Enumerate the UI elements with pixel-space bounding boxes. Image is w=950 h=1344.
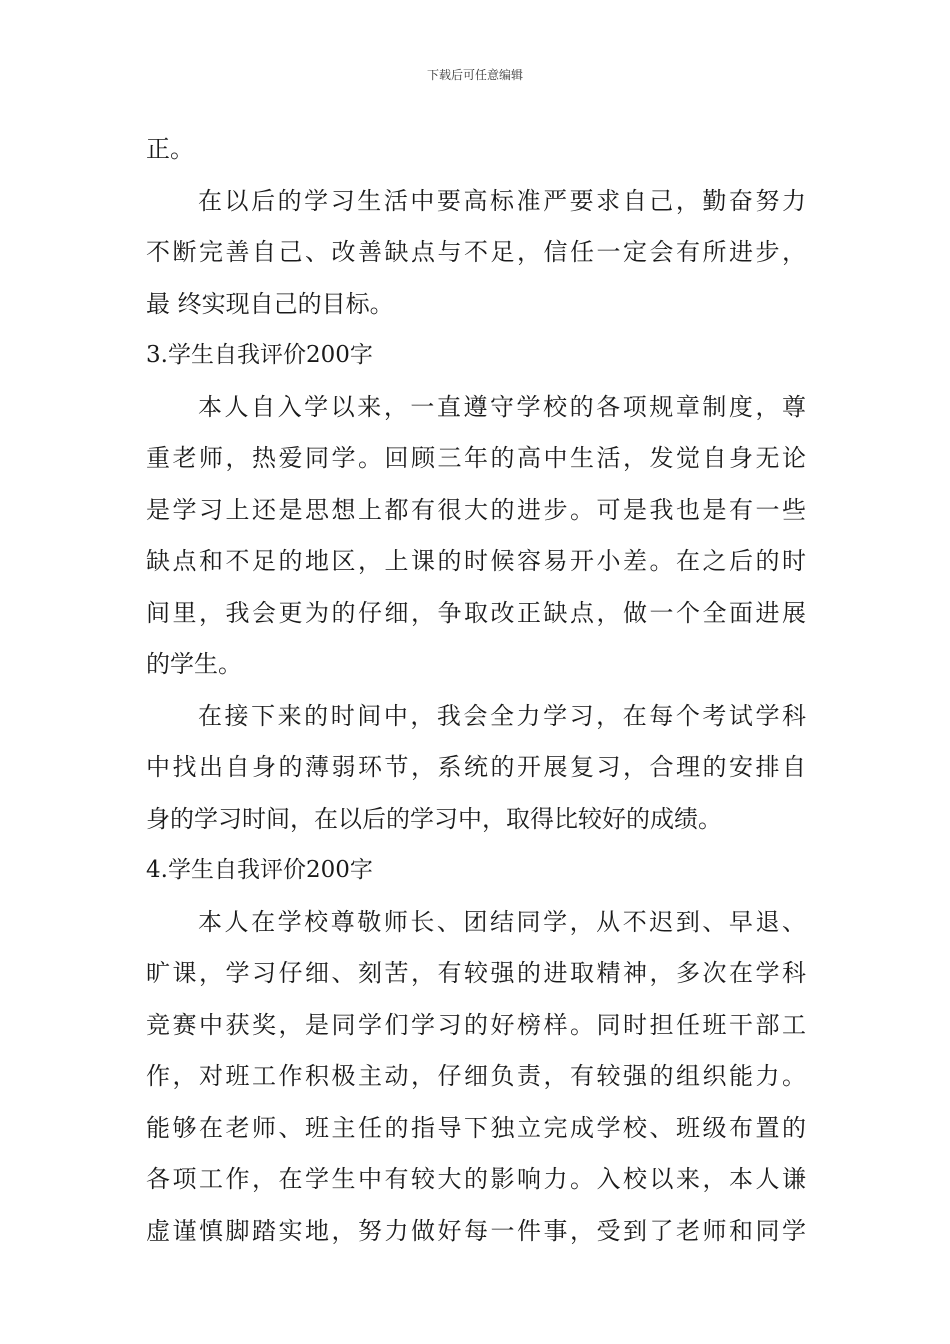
text-line: 最 终实现自己的目标。 [146,289,394,318]
text-line: 竞赛中获奖，是同学们学习的好榜样。同时担任班干部工 [146,1010,806,1039]
text-line: 在接下来的时间中，我会全力学习，在每个考试学科 [198,701,806,730]
paragraph [146,897,806,1258]
text-line: 中找出自身的薄弱环节，系统的开展复习，合理的安排自 [146,753,806,781]
page-header: 下载后可任意编辑 [426,68,523,82]
text-line: 本人自入学以来，一直遵守学校的各项规章制度，尊 [198,392,806,421]
paragraph [146,124,806,176]
section-heading: 4.学生自我评价200字 [146,857,373,883]
text-line: 作，对班工作积极主动，仔细负责，有较强的组织能力。 [146,1062,806,1090]
text-line: 重老师，热爱同学。回顾三年的高中生活，发觉自身无论 [146,444,806,472]
text-line: 间里，我会更为的仔细，争取改正缺点，做一个全面进展 [146,598,806,627]
text-line: 虚谨慎脚踏实地，努力做好每一件事，受到了老师和同学 [146,1216,806,1245]
text-line: 不断完善自己、改善缺点与不足，信任一定会有所进步， [146,238,806,266]
document-body [146,124,806,1257]
text-line: 缺点和不足的地区，上课的时候容易开小差。在之后的时 [146,547,806,575]
text-line: 身的学习时间，在以后的学习中，取得比较好的成绩。 [146,804,722,833]
section-heading: 3.学生自我评价200字 [146,342,373,368]
text-line: 是学习上还是思想上都有很大的进步。可是我也是有一些 [146,495,806,524]
text-line: 正。 [146,135,194,163]
paragraph [146,382,806,691]
text-line: 能够在老师、班主任的指导下独立完成学校、班级布置的 [146,1113,806,1142]
paragraph [146,691,806,846]
text-line: 本人在学校尊敬师长、团结同学，从不迟到、早退、 [198,907,806,936]
text-line: 旷课，学习仔细、刻苦，有较强的进取精神，多次在学科 [146,959,806,987]
text-line: 的学生。 [146,650,242,678]
text-line: 各项工作，在学生中有较大的影响力。入校以来，本人谦 [146,1165,806,1193]
text-line: 在以后的学习生活中要高标准严要求自己，勤奋努力 [198,186,806,215]
paragraph [146,176,806,331]
